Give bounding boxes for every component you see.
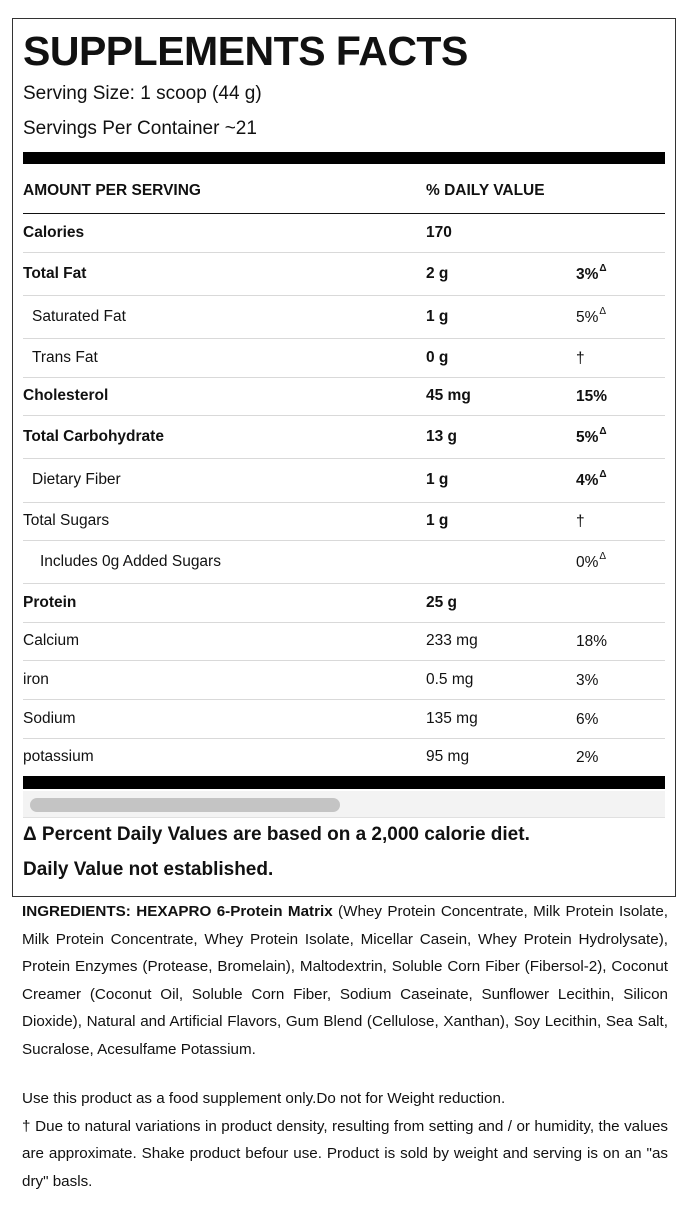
table-header <box>23 164 665 214</box>
ingredients-label: INGREDIENTS: HEXAPRO 6-Protein Matrix <box>22 903 333 920</box>
nutrient-row <box>23 377 665 416</box>
daily-value-text: † <box>576 350 585 368</box>
ingredients-paragraph <box>22 898 668 1064</box>
nutrient-name: Cholesterol <box>23 387 109 404</box>
nutrient-row <box>23 415 665 459</box>
usage-note: Use this product as a food supplement only.Do not for Weight reduction. <box>22 1090 506 1107</box>
nutrient-row <box>23 738 665 776</box>
delta-mark: Δ <box>599 426 607 437</box>
daily-value-text: 15% <box>576 388 608 406</box>
nutrient-row <box>23 458 665 503</box>
facts-title: SUPPLEMENTS FACTS <box>23 28 468 74</box>
daily-value-text: 18% <box>576 633 608 651</box>
scrollbar-thumb[interactable] <box>30 798 340 812</box>
daily-value-text: 4% <box>576 472 599 490</box>
nutrient-daily-value <box>576 387 608 406</box>
daily-value-text: 0% <box>576 554 599 572</box>
nutrient-daily-value <box>576 308 606 327</box>
nutrient-row <box>23 295 665 339</box>
disclaimer-note: † Due to natural variations in product density, resulting from setting and / or humidity, the values are approximate. Shake product befour use. Product is sold by weight and serving is on an "as dry" basls. <box>22 1117 668 1190</box>
nutrient-amount: 1 g <box>426 308 449 325</box>
nutrient-row <box>23 540 665 584</box>
nutrient-name: Total Carbohydrate <box>23 428 164 445</box>
nutrient-daily-value <box>576 428 607 447</box>
delta-mark: Δ <box>599 469 607 480</box>
nutrient-amount: 25 g <box>426 594 458 611</box>
nutrient-name: Saturated Fat <box>32 308 126 325</box>
nutrient-amount: 1 g <box>426 471 449 488</box>
daily-value-text: 5% <box>576 429 599 447</box>
nutrient-row <box>23 583 665 623</box>
daily-value-text: 6% <box>576 711 599 729</box>
nutrient-row <box>23 338 665 378</box>
nutrient-amount: 233 mg <box>426 632 478 649</box>
nutrient-row <box>23 622 665 661</box>
horizontal-scrollbar[interactable] <box>23 791 665 818</box>
delta-mark: Δ <box>599 306 607 317</box>
nutrient-name: Sodium <box>23 710 76 727</box>
nutrient-name: Total Sugars <box>23 512 110 529</box>
nutrient-daily-value <box>576 512 586 531</box>
daily-value-text: 3% <box>576 672 599 690</box>
ingredients-text: (Whey Protein Concentrate, Milk Protein Isolate, Milk Protein Concentrate, Whey Protein Isolate, Micellar Casein, Whey Protein Hydrolysate), Protein Enzymes (Protease, Bromelain), Maltodextrin, Soluble Corn Fiber (Fibersol-2), Coconut Creamer (Coconut Oil, Soluble Corn Fiber, Sodium Caseinate, Sunflower Lecithin, Silicon Dioxide), Natural and Artificial Flavors, Gum Blend (Cellulose, Xanthan), Soy Lecithin, Sea Salt, Sucralose, Acesulfame Potassium. <box>22 903 669 1058</box>
nutrient-name: Calcium <box>23 632 79 649</box>
nutrient-amount: 1 g <box>426 512 449 529</box>
serving-size: Serving Size: 1 scoop (44 g) <box>23 83 262 104</box>
nutrient-name: Trans Fat <box>32 349 98 366</box>
nutrient-name: iron <box>23 671 49 688</box>
nutrient-name: Calories <box>23 224 85 241</box>
nutrient-name: Protein <box>23 594 77 611</box>
nutrient-row <box>23 213 665 253</box>
nutrient-name: Dietary Fiber <box>32 471 121 488</box>
nutrient-amount: 0.5 mg <box>426 671 474 688</box>
nutrient-row <box>23 660 665 700</box>
nutrient-amount: 0 g <box>426 349 449 366</box>
amount-per-serving-header: AMOUNT PER SERVING <box>23 182 201 199</box>
nutrient-amount: 45 mg <box>426 387 471 404</box>
nutrient-name: potassium <box>23 748 94 765</box>
servings-per-container: Servings Per Container ~21 <box>23 118 257 139</box>
nutrient-daily-value <box>576 265 607 284</box>
nutrient-daily-value <box>576 553 606 572</box>
nutrient-name: Total Fat <box>23 265 87 282</box>
nutrient-daily-value <box>576 594 577 613</box>
delta-mark: Δ <box>599 263 607 274</box>
nutrient-row <box>23 502 665 541</box>
nutrient-amount: 2 g <box>426 265 449 282</box>
not-established-note: Daily Value not established. <box>23 859 274 880</box>
nutrient-amount: 135 mg <box>426 710 478 727</box>
nutrient-row <box>23 252 665 296</box>
daily-value-text: 2% <box>576 749 599 767</box>
nutrient-daily-value <box>576 710 599 729</box>
daily-value-header: % DAILY VALUE <box>426 182 545 199</box>
nutrient-daily-value <box>576 471 607 490</box>
nutrient-amount: 13 g <box>426 428 458 445</box>
top-divider-bar <box>23 152 665 164</box>
daily-value-text: † <box>576 513 585 531</box>
nutrient-daily-value <box>576 632 608 651</box>
nutrient-daily-value <box>576 671 599 690</box>
nutrient-daily-value <box>576 349 586 368</box>
nutrient-daily-value <box>576 224 577 243</box>
daily-value-text: 5% <box>576 309 599 327</box>
daily-value-text: 3% <box>576 266 599 284</box>
nutrient-daily-value <box>576 748 599 767</box>
nutrient-row <box>23 699 665 739</box>
nutrient-name: Includes 0g Added Sugars <box>40 553 221 570</box>
supplement-facts-panel <box>12 18 676 897</box>
percent-daily-note: Δ Percent Daily Values are based on a 2,000 calorie diet. <box>23 824 530 845</box>
nutrient-amount: 95 mg <box>426 748 470 765</box>
delta-mark: Δ <box>599 551 607 562</box>
footer-notes <box>22 1085 668 1195</box>
nutrient-amount: 170 <box>426 224 452 241</box>
bottom-divider-bar <box>23 776 665 789</box>
